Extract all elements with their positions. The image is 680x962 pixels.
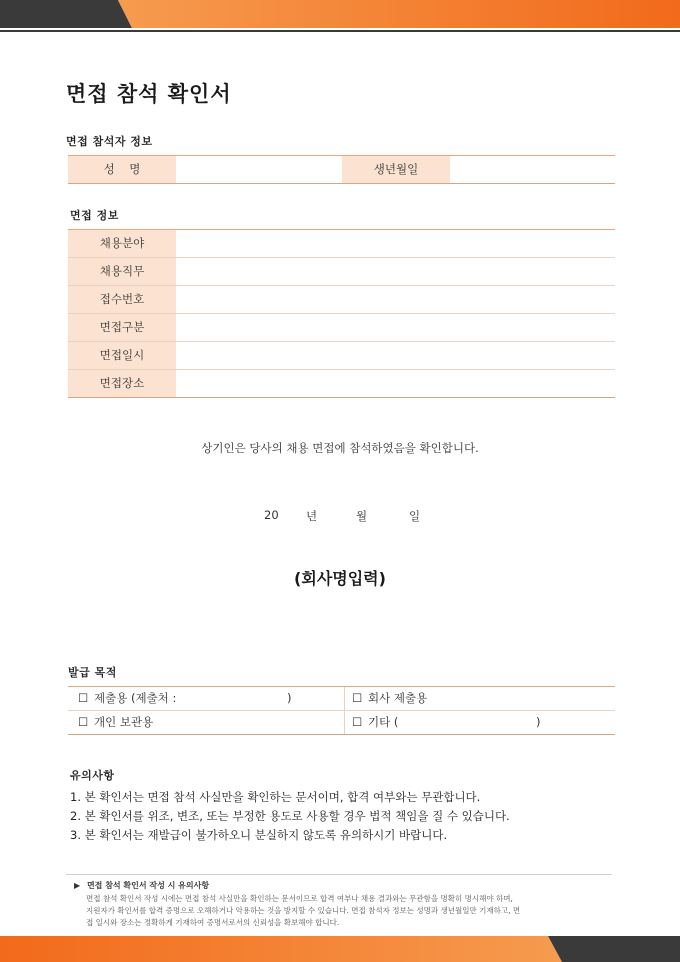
birth-label: 생년월일 [342,156,450,183]
info-line-1: 면접 참석 확인서 작성 시에는 면접 참석 사실만을 확인하는 문서이므로 합격 여부나 채용 결과와는 무관함을 명확히 명시해야 하며, [86,894,513,903]
datetime-value[interactable] [176,342,615,369]
receipt-label: 접수번호 [68,286,176,313]
receipt-value[interactable] [176,286,615,313]
participant-row [68,156,615,184]
purpose-table [68,686,615,735]
notes-section-heading: 유의사항 [70,769,115,782]
date-month: 월 [356,509,368,523]
purpose-section-heading: 발급 목적 [68,666,117,679]
confirmation-statement: 상기인은 당사의 채용 면접에 참석하였음을 확인합니다. [201,441,479,455]
checkbox-submit[interactable]: ☐ [78,691,89,705]
interview-row-place [68,370,615,398]
info-box-title: 면접 참석 확인서 작성 시 유의사항 [86,881,210,890]
note-item-2: 2. 본 확인서를 위조, 변조, 또는 부정한 용도로 사용할 경우 법적 책임을 질 수 있습니다. [70,809,510,823]
info-box-divider [66,874,612,875]
option-submit-close: ) [287,691,292,705]
company-name: (회사명입력) [294,569,386,588]
name-label: 성 명 [68,156,176,183]
purpose-row-1 [68,687,615,711]
date-year: 년 [306,509,318,523]
job-value[interactable] [176,258,615,285]
participant-section-heading: 면접 참석자 정보 [66,135,153,148]
note-item-3: 3. 본 확인서는 재발급이 불가하오니 분실하지 않도록 유의하시기 바랍니다. [70,828,448,842]
info-box-title-row [74,880,209,891]
interview-section-heading: 면접 정보 [70,209,119,222]
interview-row-type [68,314,615,342]
name-field[interactable] [176,156,342,183]
field-label: 채용분야 [68,230,176,257]
date-prefix: 20 [264,508,279,522]
job-label: 채용직무 [68,258,176,285]
document-title: 면접 참석 확인서 [66,82,232,106]
checkbox-company[interactable]: ☐ [352,691,363,705]
interview-table [68,229,615,398]
interview-row-datetime [68,342,615,370]
date-day: 일 [409,509,421,523]
checkbox-other[interactable]: ☐ [352,715,363,729]
footer-band [0,934,680,962]
checkbox-personal[interactable]: ☐ [78,715,89,729]
note-item-1: 1. 본 확인서는 면접 참석 사실만을 확인하는 문서이며, 합격 여부와는 무관합니다. [70,790,481,804]
place-value[interactable] [176,370,615,397]
interview-row-field [68,230,615,258]
option-company-label: 회사 제출용 [368,691,428,705]
type-value[interactable] [176,314,615,341]
datetime-label: 면접일시 [68,342,176,369]
info-line-3: 접 일시와 장소는 정확하게 기재하여 증명서로서의 신뢰성을 확보해야 합니다. [86,918,340,927]
participant-table [68,155,615,184]
birth-field[interactable] [450,156,615,183]
interview-row-receipt [68,286,615,314]
option-other-close: ) [536,715,541,729]
purpose-row-2 [68,711,615,735]
type-label: 면접구분 [68,314,176,341]
info-line-2: 지원자가 확인서를 합격 증명으로 오해하거나 악용하는 것을 방지할 수 있습니다. 면접 참석자 정보는 성명과 생년월일만 기재하고, 면 [86,906,521,915]
option-submit-label: 제출용 (제출처 : [94,691,177,705]
place-label: 면접장소 [68,370,176,397]
triangle-icon: ▶ [74,881,81,890]
option-other-label: 기타 ( [368,715,399,729]
field-value[interactable] [176,230,615,257]
option-personal-label: 개인 보관용 [94,715,154,729]
interview-row-job [68,258,615,286]
header-band [0,0,680,32]
